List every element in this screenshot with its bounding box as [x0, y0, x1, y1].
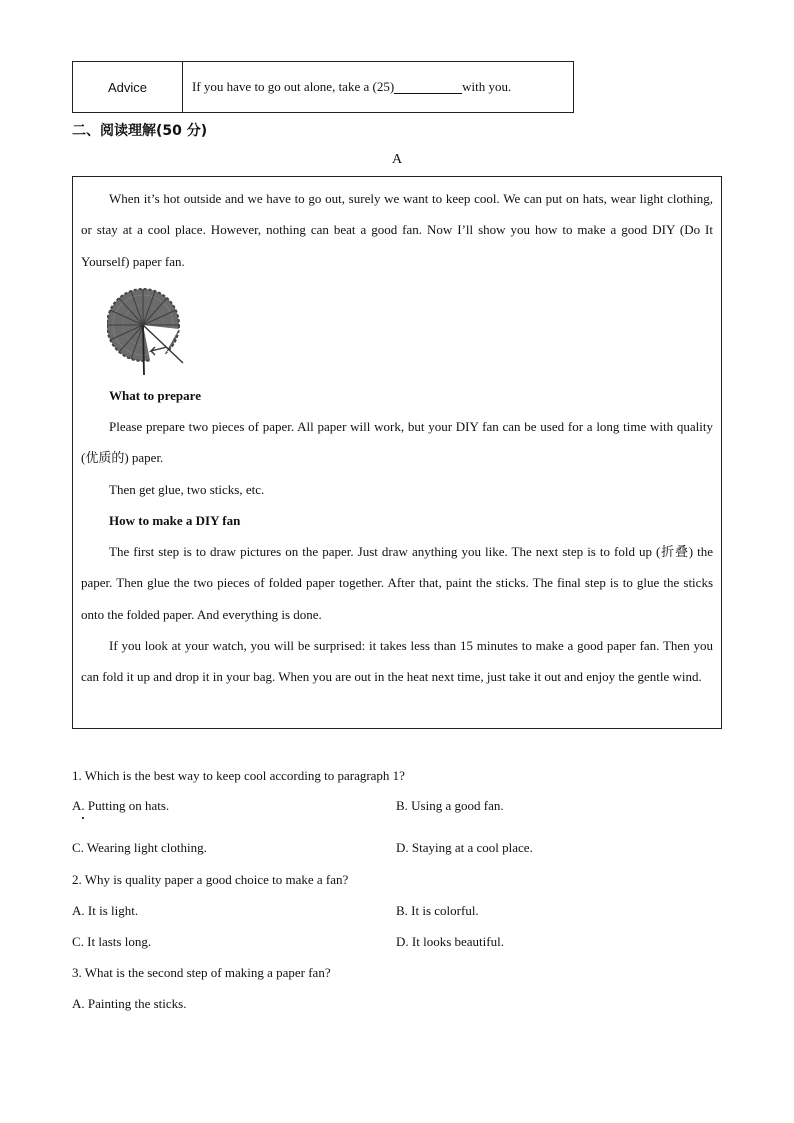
question-2: 2. Why is quality paper a good choice to make a fan?	[72, 872, 349, 887]
answer-blank-25[interactable]	[394, 81, 462, 94]
advice-table	[72, 61, 574, 113]
q1-option-d[interactable]: D. Staying at a cool place.	[396, 840, 533, 855]
passage-intro: When it’s hot outside and we have to go out, surely we want to keep cool. We can put on hats, wear light clothing, or stay at a cool place. However, nothing can beat a good fan. Now I’ll show you how to make a good DIY (Do It Yourself) paper fan.	[81, 191, 713, 269]
question-3: 3. What is the second step of making a paper fan?	[72, 965, 331, 980]
advice-text-after: with you.	[462, 79, 512, 94]
advice-text-before: If you have to go out alone, take a (25)	[192, 79, 395, 94]
advice-text	[183, 62, 573, 112]
q2-option-d[interactable]: D. It looks beautiful.	[396, 934, 504, 949]
q1-option-a[interactable]: A. Putting on hats.	[72, 798, 170, 813]
q2-option-a[interactable]: A. It is light.	[72, 903, 139, 918]
q1-option-c[interactable]: C. Wearing light clothing.	[72, 840, 207, 855]
q2-option-c[interactable]: C. It lasts long.	[72, 934, 152, 949]
prepare-heading: What to prepare	[109, 388, 201, 403]
fan-stick	[143, 325, 144, 375]
passage-letter: A	[391, 152, 403, 167]
make-heading: How to make a DIY fan	[109, 513, 241, 528]
make-text: The first step is to draw pictures on the paper. Just draw anything you like. The next step is to fold up (折叠) the paper. Then glue the two pieces of folded paper together. After that, paint the sticks. The final step is to glue the sticks onto the folded paper. And everything is done.	[81, 544, 713, 622]
prepare-text: Please prepare two pieces of paper. All paper will work, but your DIY fan can be used for a long time with quality (优质的) paper.	[81, 419, 713, 466]
prepare-text-2: Then get glue, two sticks, etc.	[109, 482, 265, 497]
q2-option-b[interactable]: B. It is colorful.	[396, 903, 479, 918]
q3-option-a[interactable]: A. Painting the sticks.	[72, 996, 187, 1011]
closing-text: If you look at your watch, you will be surprised: it takes less than 15 minutes to make a good paper fan. Then you can fold it up and drop it in your bag. When you are out in the heat next time, just take it out and enjoy the gentle wind.	[81, 638, 713, 685]
q1-option-b[interactable]: B. Using a good fan.	[396, 798, 504, 813]
question-1: 1. Which is the best way to keep cool according to paragraph 1?	[72, 768, 405, 783]
paper-fan-image	[107, 281, 193, 375]
reading-passage-box	[72, 176, 722, 729]
print-mark	[82, 817, 84, 819]
advice-label: Advice	[73, 62, 183, 112]
section-title: 二、阅读理解(50 分)	[72, 123, 208, 139]
